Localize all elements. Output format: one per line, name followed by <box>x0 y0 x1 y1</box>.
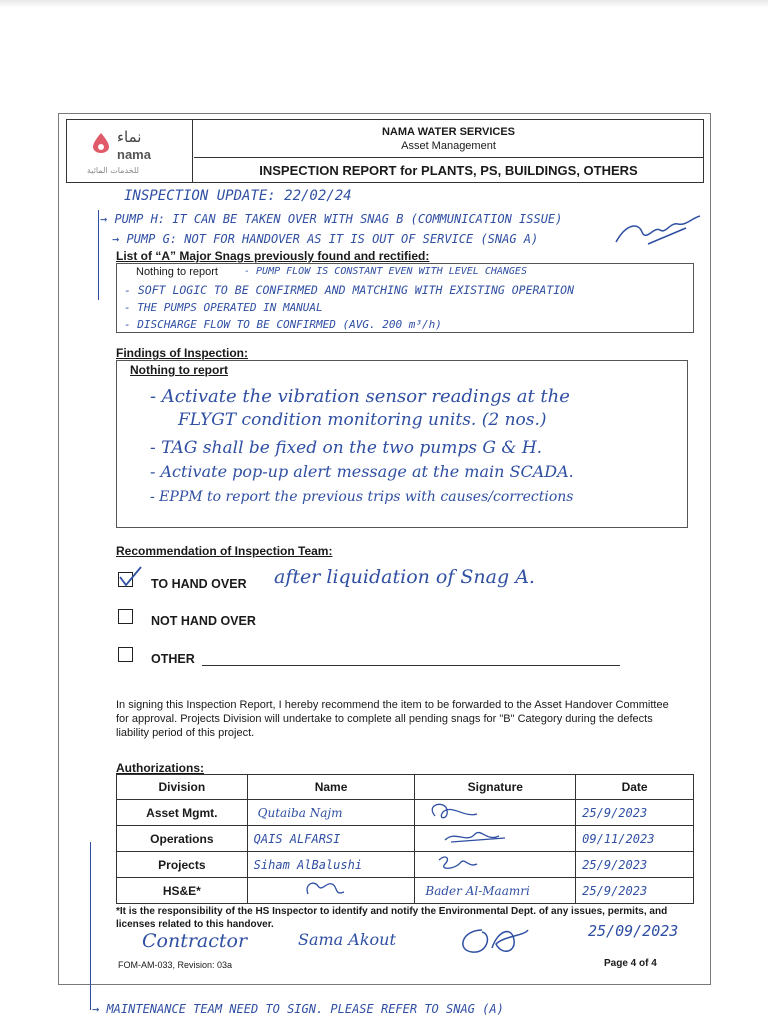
name-cell <box>247 878 415 904</box>
finding-item-1-cont: FLYGT condition monitoring units. (2 nos.) <box>178 410 547 430</box>
table-header-row <box>117 775 694 800</box>
handwritten-bracket-bottom <box>90 842 91 1010</box>
table-row <box>117 878 694 904</box>
inspector-signature-mark <box>608 214 703 254</box>
name-cell: Qutaiba Najm <box>247 800 415 826</box>
inspection-update-note: INSPECTION UPDATE: 22/02/24 <box>124 188 352 204</box>
division-cell: HS&E* <box>117 878 248 904</box>
contractor-date: 25/09/2023 <box>588 922 679 940</box>
table-row <box>117 826 694 852</box>
page-number: Page 4 of 4 <box>604 958 657 969</box>
division-cell: Asset Mgmt. <box>117 800 248 826</box>
pump-g-note: → PUMP G: NOT FOR HANDOVER AS IT IS OUT OF SERVICE (SNAG A) <box>112 232 539 246</box>
nama-logo <box>67 120 193 182</box>
scan-edge <box>0 0 768 8</box>
date-cell: 25/9/2023 <box>576 800 694 826</box>
company-name: NAMA WATER SERVICES <box>381 126 516 138</box>
finding-item-2: - TAG shall be fixed on the two pumps G & H. <box>150 438 543 458</box>
recommendation-heading: Recommendation of Inspection Team: <box>116 544 333 558</box>
logo-arabic: نماء <box>117 128 142 146</box>
division-cell: Projects <box>117 852 248 878</box>
major-snag-note-3: - THE PUMPS OPERATED IN MANUAL <box>124 301 323 314</box>
not-hand-over-checkbox[interactable] <box>118 609 133 624</box>
date-cell: 25/9/2023 <box>576 852 694 878</box>
signature-cell: Bader Al-Maamri <box>415 878 576 904</box>
column-header-division: Division <box>117 775 248 800</box>
findings-nothing-label: Nothing to report <box>130 363 228 377</box>
check-mark-icon <box>117 565 143 589</box>
hand-over-label: TO HAND OVER <box>151 577 247 591</box>
signature-scribble <box>248 878 348 900</box>
report-header <box>66 119 704 183</box>
pump-h-note: → PUMP H: IT CAN BE TAKEN OVER WITH SNAG B (COMMUNICATION ISSUE) <box>100 212 563 226</box>
not-hand-over-label: NOT HAND OVER <box>151 614 256 628</box>
signature-scribble <box>415 852 495 874</box>
other-label: OTHER <box>151 652 195 666</box>
logo-english: nama <box>117 147 151 162</box>
form-code: FOM-AM-033, Revision: 03a <box>118 960 233 970</box>
company-block <box>194 120 703 158</box>
major-snags-heading: List of “A” Major Snags previously found and rectified: <box>116 249 430 263</box>
findings-heading: Findings of Inspection: <box>116 346 248 360</box>
declaration-text: In signing this Inspection Report, I hereby recommend the item to be forwarded to the Asset Handover Committee for approval. Projects Division will undertake to complete all pending snags for "B" Category during the defects liability period of this project. <box>116 699 669 739</box>
finding-item-3: - Activate pop-up alert message at the main SCADA. <box>150 462 574 481</box>
column-header-name: Name <box>247 775 415 800</box>
signature-cell <box>415 852 576 878</box>
contractor-label: Contractor <box>142 930 248 952</box>
authorizations-heading: Authorizations: <box>116 761 204 775</box>
signature-scribble <box>415 800 495 822</box>
hs-footnote: *It is the responsibility of the HS Inspector to identify and notify the Environmental Dept. of any issues, permits, and licenses related to this handover. <box>116 906 668 930</box>
major-snag-note-1: - PUMP FLOW IS CONSTANT EVEN WITH LEVEL CHANGES <box>244 266 527 277</box>
nama-drop-icon <box>91 132 111 154</box>
major-snag-note-2: - SOFT LOGIC TO BE CONFIRMED AND MATCHING WITH EXISTING OPERATION <box>124 283 575 297</box>
contractor-signature <box>452 920 532 960</box>
finding-item-1: - Activate the vibration sensor readings at the <box>150 386 570 407</box>
division-cell: Operations <box>117 826 248 852</box>
column-header-signature: Signature <box>415 775 576 800</box>
major-snag-note-4: - DISCHARGE FLOW TO BE CONFIRMED (AVG. 200 m³/h) <box>124 318 442 331</box>
date-cell: 09/11/2023 <box>576 826 694 852</box>
hand-over-checkbox[interactable] <box>118 572 133 587</box>
name-cell: QAIS ALFARSI <box>247 826 415 852</box>
finding-item-4: - EPPM to report the previous trips with causes/corrections <box>150 489 574 505</box>
handwritten-bracket <box>98 210 99 300</box>
column-header-date: Date <box>576 775 694 800</box>
major-snags-nothing-label: Nothing to report <box>136 266 218 278</box>
authorizations-table <box>116 774 694 904</box>
hand-over-note: after liquidation of Snag A. <box>274 566 535 588</box>
other-checkbox[interactable] <box>118 647 133 662</box>
signature-scribble <box>415 826 515 848</box>
table-row <box>117 800 694 826</box>
logo-tagline: للخدمات المائية <box>87 166 139 175</box>
table-row <box>117 852 694 878</box>
other-input-line[interactable] <box>202 665 620 666</box>
maintenance-note: → MAINTENANCE TEAM NEED TO SIGN. PLEASE REFER TO SNAG (A) <box>92 1002 504 1016</box>
department-name: Asset Management <box>401 140 496 152</box>
contractor-name: Sama Akout <box>298 930 396 949</box>
signature-cell <box>415 800 576 826</box>
date-cell: 25/9/2023 <box>576 878 694 904</box>
report-title: INSPECTION REPORT for PLANTS, PS, BUILDINGS, OTHERS <box>259 163 638 178</box>
signature-cell <box>415 826 576 852</box>
name-cell: Siham AlBalushi <box>247 852 415 878</box>
